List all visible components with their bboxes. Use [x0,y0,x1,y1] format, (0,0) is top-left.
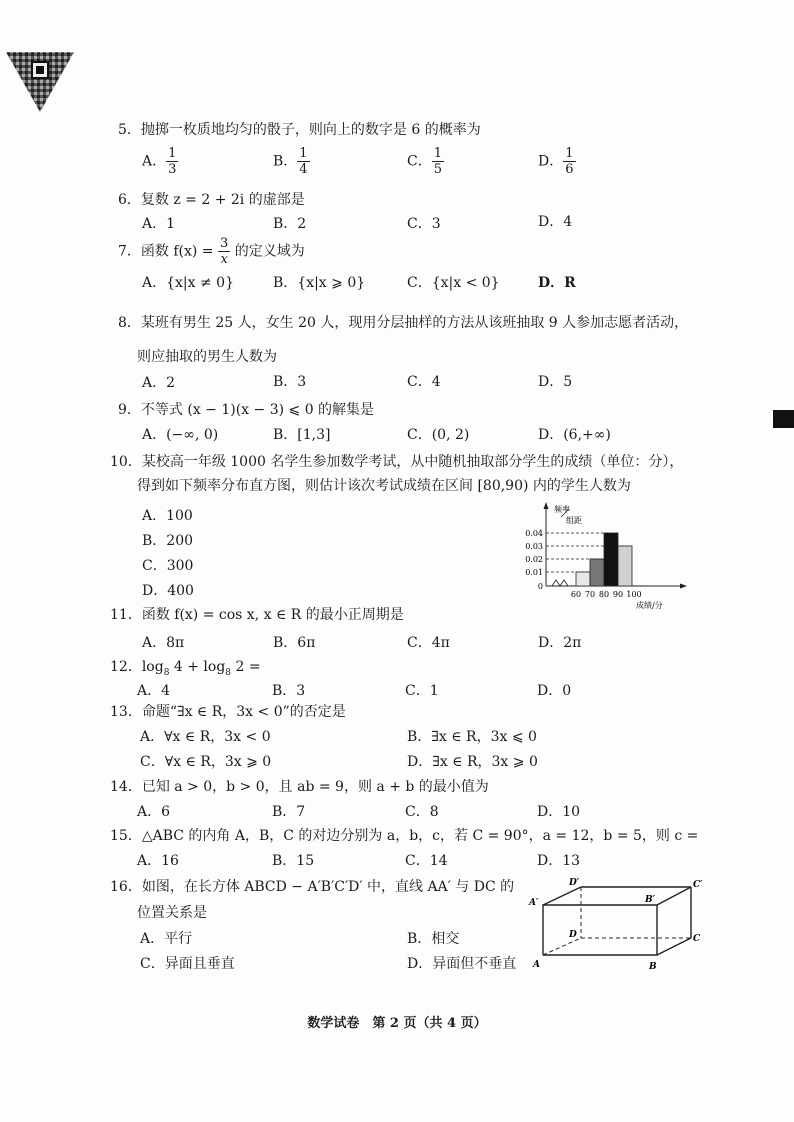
q14-option-c[interactable]: C．8 [405,804,439,820]
question-9-stem: 9．不等式 (x − 1)(x − 3) ⩽ 0 的解集是 [118,402,375,418]
q5-option-c[interactable]: C． $\frac{1}{5}$ [407,146,442,177]
question-8-stem-line2: 则应抽取的男生人数为 [137,349,277,365]
q6-option-d[interactable]: D．4 [538,214,573,230]
q10-option-c[interactable]: C．300 [142,558,194,574]
q11-option-b[interactable]: B．6π [273,635,316,651]
q7-option-c[interactable]: C．{x|x < 0} [407,275,500,291]
question-16-stem-line2: 位置关系是 [137,905,207,921]
q8-option-b[interactable]: B．3 [273,374,307,390]
q5-option-a[interactable]: A． $\frac{1}{3}$ [142,146,177,177]
question-5-stem: 5．抛掷一枚质地均匀的骰子，则向上的数字是 6 的概率为 [118,122,481,138]
q8-option-d[interactable]: D．5 [538,374,573,390]
q11-option-a[interactable]: A．8π [142,635,185,651]
q7-option-b[interactable]: B．{x|x ⩾ 0} [273,275,366,291]
q12-option-b[interactable]: B．3 [272,683,306,699]
svg-text:B′: B′ [645,895,655,905]
q13-option-b[interactable]: B．∃x ∈ R，3x ⩽ 0 [407,729,537,745]
svg-text:0: 0 [537,582,543,591]
question-12-stem: 12．$\log_8 4 + \log_8 2$ = [110,659,261,678]
triangle-pattern-logo-icon [4,50,76,114]
svg-text:C: C [693,934,701,944]
q15-option-c[interactable]: C．14 [405,853,448,869]
svg-text:80: 80 [598,590,610,599]
svg-text:0.02: 0.02 [525,555,543,564]
q16-option-d[interactable]: D．异面但不垂直 [407,956,517,972]
q10-option-a[interactable]: A．100 [142,508,193,524]
q13-option-d[interactable]: D．∃x ∈ R，3x ⩾ 0 [407,754,538,770]
q9-option-c[interactable]: C．(0, 2) [407,427,470,443]
q7-option-d[interactable]: D．R [538,275,576,291]
q12-option-d[interactable]: D．0 [537,683,572,699]
svg-text:0.03: 0.03 [525,542,543,551]
q12-option-c[interactable]: C．1 [405,683,439,699]
page-footer: 数学试卷 第 2 页（共 4 页） [307,1016,487,1031]
q15-option-d[interactable]: D．13 [537,853,581,869]
q8-option-c[interactable]: C．4 [407,374,441,390]
q7-option-a[interactable]: A．{x|x ≠ 0} [142,275,234,291]
svg-text:0.01: 0.01 [525,568,543,577]
q5-option-d[interactable]: D． $\frac{1}{6}$ [538,146,574,177]
question-8-stem: 8．某班有男生 25 人，女生 20 人，现用分层抽样的方法从该班抽取 9 人参加志愿者活动， [118,315,689,331]
q16-option-b[interactable]: B．相交 [407,931,460,947]
question-7-stem: 7．函数 f(x) = $\frac{3}{x}$ 的定义域为 [118,236,305,267]
q9-option-a[interactable]: A．(−∞, 0) [142,427,219,443]
svg-text:70: 70 [584,590,596,599]
frequency-histogram [518,500,688,618]
question-10-stem-line2: 得到如下频率分布直方图，则估计该次考试成绩在区间 [80,90) 内的学生人数为 [137,478,631,494]
question-16-stem: 16．如图，在长方体 ABCD − A′B′C′D′ 中，直线 AA′ 与 DC 的 [110,879,515,895]
question-6-stem: 6．复数 z = 2 + 2i 的虚部是 [118,192,305,208]
svg-text:D′: D′ [569,878,580,888]
svg-text:100: 100 [626,590,642,599]
svg-text:D: D [569,930,577,940]
question-14-stem: 14．已知 a > 0，b > 0，且 ab = 9，则 a + b 的最小值为 [110,779,489,795]
question-15-stem: 15．△ABC 的内角 A，B，C 的对边分别为 a，b，c，若 C = 90°，a = 12，b = 5，则 c = [110,828,699,844]
svg-text:B: B [649,962,657,972]
svg-text:频率: 频率 [554,505,570,514]
q6-option-a[interactable]: A．1 [142,216,176,232]
q8-option-a[interactable]: A．2 [142,375,176,391]
q14-option-a[interactable]: A．6 [137,804,171,820]
q10-option-d[interactable]: D．400 [142,583,194,599]
question-10-stem: 10．某校高一年级 1000 名学生参加数学考试，从中随机抽取部分学生的成绩（单位：分）， [110,454,684,470]
svg-text:成绩/分: 成绩/分 [636,601,663,610]
q14-option-b[interactable]: B．7 [272,804,306,820]
q15-option-b[interactable]: B．15 [272,853,315,869]
question-11-stem: 11．函数 f(x) = cos x, x ∈ R 的最小正周期是 [110,607,404,623]
svg-text:组距: 组距 [566,516,582,525]
q5-option-b[interactable]: B． $\frac{1}{4}$ [273,146,308,177]
question-13-stem: 13．命题“∃x ∈ R，3x < 0”的否定是 [110,704,346,720]
q9-option-b[interactable]: B．[1,3] [273,427,331,443]
q13-option-c[interactable]: C．∀x ∈ R，3x ⩾ 0 [140,754,272,770]
q16-option-c[interactable]: C．异面且垂直 [140,956,235,972]
svg-text:C′: C′ [693,880,703,890]
svg-text:A′: A′ [529,898,539,908]
cuboid-figure [525,875,705,975]
q14-option-d[interactable]: D．10 [537,804,581,820]
svg-text:0.04: 0.04 [525,529,543,538]
svg-text:90: 90 [612,590,624,599]
svg-text:60: 60 [570,590,582,599]
q12-option-a[interactable]: A．4 [137,683,171,699]
q6-option-c[interactable]: C．3 [407,216,441,232]
q9-option-d[interactable]: D．(6,+∞) [538,427,611,443]
q13-option-a[interactable]: A．∀x ∈ R，3x < 0 [140,729,271,745]
q6-option-b[interactable]: B．2 [273,216,307,232]
q15-option-a[interactable]: A．16 [137,853,179,869]
q16-option-a[interactable]: A．平行 [140,931,193,947]
q10-option-b[interactable]: B．200 [142,533,194,549]
side-tab-marker [773,410,794,428]
q11-option-d[interactable]: D．2π [538,635,582,651]
svg-text:A: A [533,960,540,970]
q11-option-c[interactable]: C．4π [407,635,450,651]
